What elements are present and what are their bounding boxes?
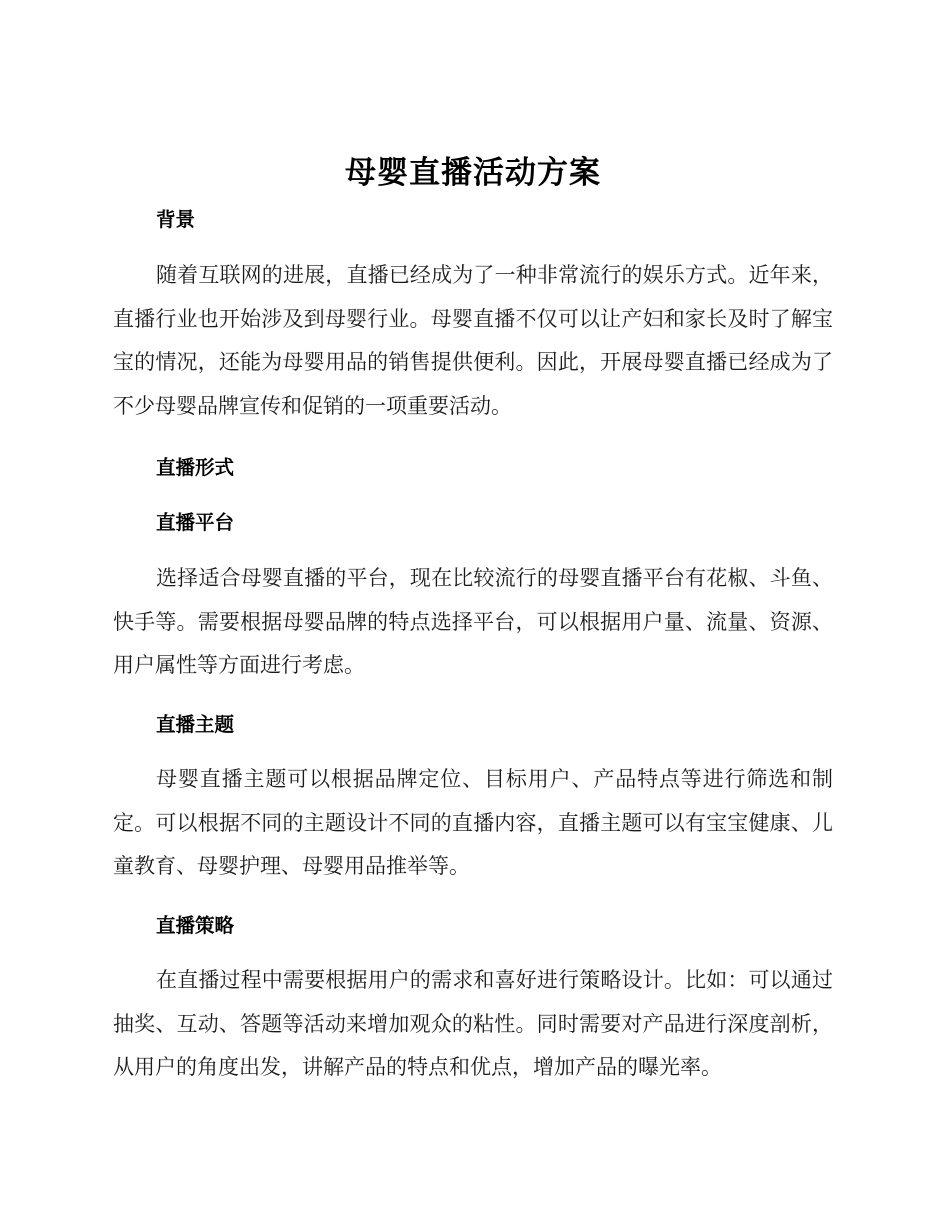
section-body-live-theme: 母婴直播主题可以根据品牌定位、目标用户、产品特点等进行筛选和制定。可以根据不同的主题设计不同的直播内容，直播主题可以有宝宝健康、儿童教育、母婴护理、母婴用品推举等。 bbox=[113, 766, 833, 879]
section-body-live-platform: 选择适合母婴直播的平台，现在比较流行的母婴直播平台有花椒、斗鱼、快手等。需要根据母婴品牌的特点选择平台，可以根据用户量、流量、资源、用户属性等方面进行考虑。 bbox=[113, 565, 833, 678]
section-body-live-strategy: 在直播过程中需要根据用户的需求和喜好进行策略设计。比如：可以通过抽奖、互动、答题等活动来增加观众的粘性。同时需要对产品进行深度剖析，从用户的角度出发，讲解产品的特点和优点，增加产品的曝光率。 bbox=[113, 968, 833, 1080]
section-body-background: 随着互联网的进展，直播已经成为了一种非常流行的娱乐方式。近年来，直播行业也开始涉及到母婴行业。母婴直播不仅可以让产妇和家长及时了解宝宝的情况，还能为母婴用品的销售提供便利。因此，开展母婴直播已经成为了不少母婴品牌宣传和促销的一项重要活动。 bbox=[113, 263, 833, 419]
document-title: 母婴直播活动方案 bbox=[345, 155, 601, 191]
section-heading-live-platform: 直播平台 bbox=[156, 510, 235, 534]
document-page bbox=[113, 150, 833, 1090]
section-heading-live-format: 直播形式 bbox=[156, 455, 235, 479]
section-heading-background: 背景 bbox=[156, 208, 196, 231]
section-heading-live-theme: 直播主题 bbox=[156, 712, 235, 736]
section-heading-live-strategy: 直播策略 bbox=[156, 914, 235, 938]
